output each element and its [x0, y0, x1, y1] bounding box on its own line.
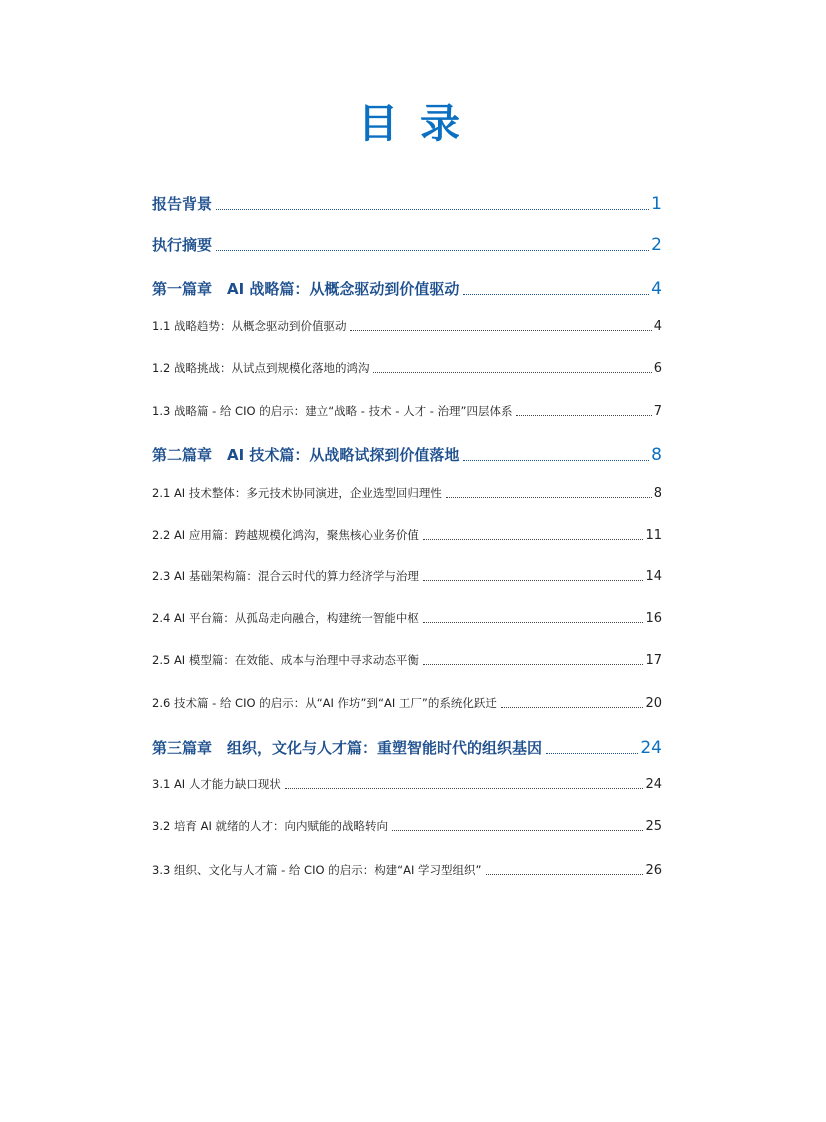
dot-leader	[463, 294, 649, 295]
dot-leader	[446, 497, 652, 498]
toc-entry-page: 1	[651, 194, 662, 214]
dot-leader	[423, 580, 644, 581]
toc-entry-page: 11	[645, 528, 662, 543]
toc-entry-page: 4	[653, 319, 662, 334]
toc-entry-page: 4	[651, 279, 662, 299]
dot-leader	[216, 250, 649, 251]
toc-entry-section-1-2[interactable]	[152, 360, 662, 376]
dot-leader	[373, 372, 651, 373]
toc-entry-label: 2.1 AI 技术整体：多元技术协同演进，企业选型回归理性	[152, 486, 442, 500]
page-title: 目录	[358, 101, 482, 147]
toc-entry-label: 1.2 战略挑战：从试点到规模化落地的鸿沟	[152, 361, 370, 375]
dot-leader	[501, 707, 644, 708]
toc-entry-page: 26	[645, 863, 662, 878]
toc-entry-page: 6	[653, 361, 662, 376]
toc-entry-label: 3.1 AI 人才能力缺口现状	[152, 777, 281, 791]
toc-entry-label: 第三篇章 组织，文化与人才篇：重塑智能时代的组织基因	[152, 739, 543, 757]
dot-leader	[285, 788, 644, 789]
dot-leader	[516, 415, 651, 416]
toc-entry-label: 2.6 技术篇 - 给 CIO 的启示：从“AI 作坊”到“AI 工厂”的系统化跃迁	[152, 696, 497, 710]
toc-entry-page: 25	[645, 819, 662, 834]
dot-leader	[350, 330, 651, 331]
toc-entry-page: 16	[645, 611, 662, 626]
dot-leader	[546, 753, 638, 754]
toc-entry-label: 2.3 AI 基础架构篇：混合云时代的算力经济学与治理	[152, 569, 419, 583]
dot-leader	[463, 460, 649, 461]
toc-entry-label: 2.2 AI 应用篇：跨越规模化鸿沟，聚焦核心业务价值	[152, 528, 419, 542]
toc-entry-label: 报告背景	[152, 195, 213, 213]
toc-entry-section-1-1[interactable]	[152, 318, 662, 334]
dot-leader	[392, 830, 643, 831]
toc-entry-section-3-1[interactable]	[152, 776, 662, 792]
toc-entry-label: 1.3 战略篇 - 给 CIO 的启示：建立“战略 - 技术 - 人才 - 治理”四层体系	[152, 404, 513, 418]
toc-entry-page: 14	[645, 569, 662, 584]
toc-entry-page: 8	[653, 486, 662, 501]
toc-entry-section-3-3[interactable]	[152, 862, 662, 878]
toc-entry-page: 2	[651, 235, 662, 255]
dot-leader	[423, 622, 644, 623]
toc-entry-label: 3.3 组织、文化与人才篇 - 给 CIO 的启示：构建“AI 学习型组织”	[152, 863, 482, 877]
toc-entry-section-2-4[interactable]	[152, 610, 662, 626]
toc-entry-label: 2.5 AI 模型篇：在效能、成本与治理中寻求动态平衡	[152, 653, 419, 667]
dot-leader	[486, 874, 644, 875]
toc-entry-section-2-2[interactable]	[152, 527, 662, 543]
toc-entry-section-3-2[interactable]	[152, 818, 662, 834]
toc-entry-label: 3.2 培育 AI 就绪的人才：向内赋能的战略转向	[152, 819, 389, 833]
toc-entry-chapter-2[interactable]	[152, 444, 662, 465]
toc-entry-page: 7	[653, 404, 662, 419]
toc-entry-label: 第二篇章 AI 技术篇：从战略试探到价值落地	[152, 446, 460, 464]
toc-entry-section-1-3[interactable]	[152, 403, 662, 419]
toc-entry-page: 20	[645, 696, 662, 711]
toc-entry-chapter-1[interactable]	[152, 278, 662, 299]
toc-entry-section-2-6[interactable]	[152, 695, 662, 711]
toc-entry-label: 1.1 战略趋势：从概念驱动到价值驱动	[152, 319, 347, 333]
dot-leader	[423, 539, 644, 540]
toc-entry-section-2-1[interactable]	[152, 485, 662, 501]
toc-entry-label: 2.4 AI 平台篇：从孤岛走向融合，构建统一智能中枢	[152, 611, 419, 625]
toc-entry-section-2-3[interactable]	[152, 568, 662, 584]
toc-entry-page: 24	[640, 738, 662, 758]
toc-entry-section-2-5[interactable]	[152, 652, 662, 668]
dot-leader	[423, 664, 644, 665]
toc-entry-page: 8	[651, 445, 662, 465]
toc-entry-page: 17	[645, 653, 662, 668]
dot-leader	[216, 209, 649, 210]
toc-entry-executive-summary[interactable]	[152, 234, 662, 255]
toc-entry-report-background[interactable]	[152, 193, 662, 214]
toc-entry-label: 第一篇章 AI 战略篇：从概念驱动到价值驱动	[152, 280, 460, 298]
toc-entry-chapter-3[interactable]	[152, 737, 662, 758]
toc-entry-label: 执行摘要	[152, 236, 213, 254]
toc-entry-page: 24	[645, 777, 662, 792]
